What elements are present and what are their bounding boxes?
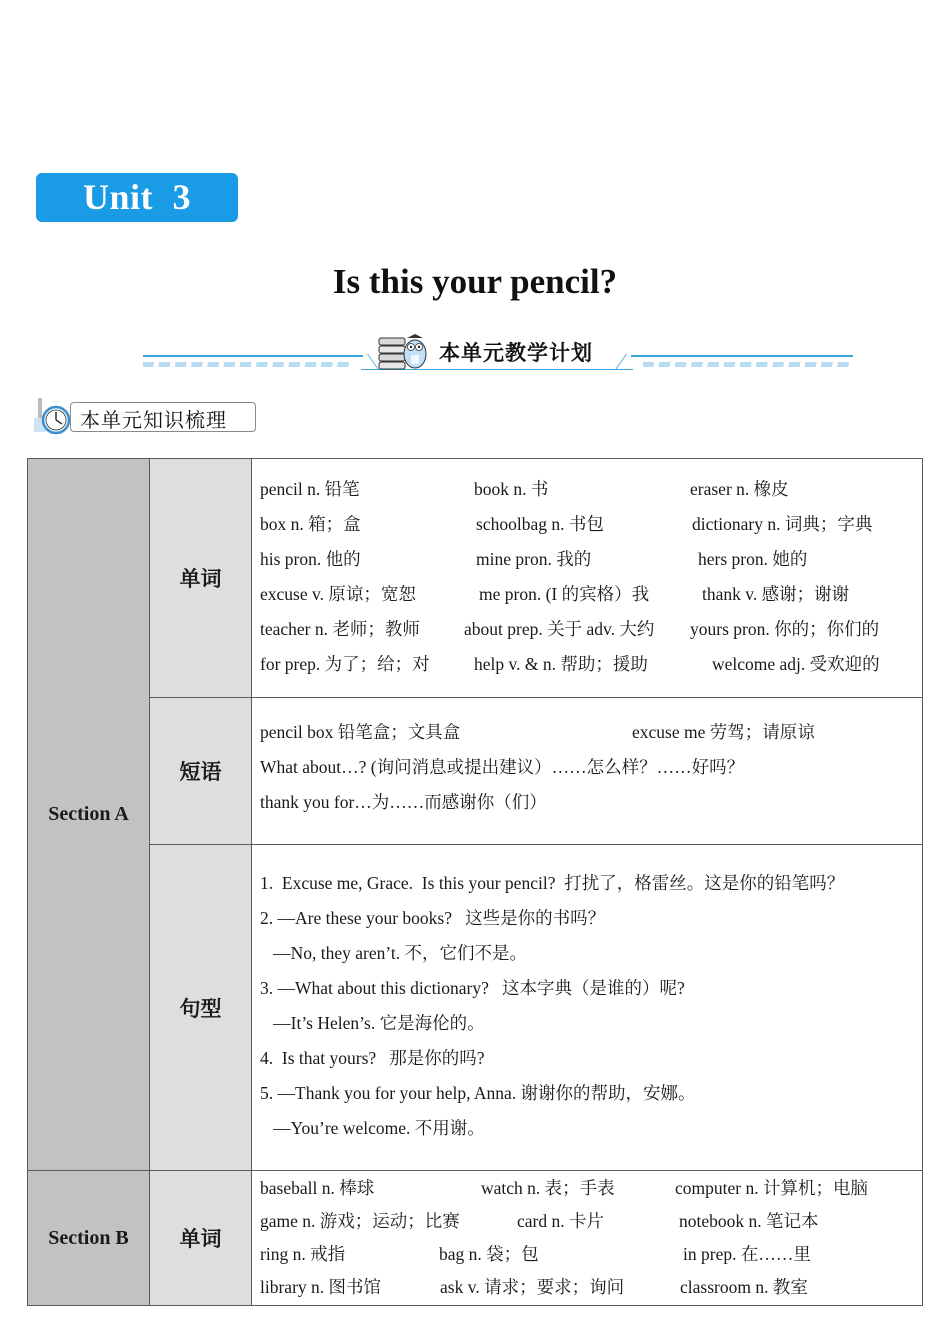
- list-item: [260, 715, 922, 750]
- sentence-line: [260, 936, 922, 971]
- unit-badge: Unit 3: [36, 173, 238, 222]
- vocab-entry: in prep. 在……里: [683, 1244, 811, 1264]
- table-row: [28, 1171, 923, 1306]
- sentence-line: [260, 1076, 922, 1111]
- banner-dashes-right: [643, 362, 853, 367]
- list-item: [260, 1238, 922, 1271]
- list-item: [260, 507, 922, 542]
- vocab-entry: computer n. 计算机；电脑: [675, 1178, 868, 1198]
- phrases-content: [252, 698, 923, 845]
- vocab-entry: eraser n. 橡皮: [690, 478, 789, 499]
- sentence-text: —No, they aren’t. 不，它们不是。: [260, 942, 528, 963]
- teaching-plan-label: 本单元教学计划: [439, 341, 593, 365]
- list-item: [260, 577, 922, 612]
- sentence-text: 4. Is that yours? 那是你的吗?: [260, 1047, 485, 1068]
- sentence-text: 3. —What about this dictionary? 这本字典（是谁的）呢?: [260, 977, 685, 998]
- vocab-entry: schoolbag n. 书包: [476, 513, 604, 534]
- category-phrases: 短语: [150, 698, 252, 845]
- list-item: [260, 472, 922, 507]
- vocab-entry: excuse v. 原谅；宽恕: [260, 583, 416, 604]
- sentence-text: —You’re welcome. 不用谢。: [260, 1117, 485, 1138]
- vocab-entry: library n. 图书馆: [260, 1277, 382, 1297]
- knowledge-table: [27, 458, 923, 1306]
- owl-books-icon: [375, 330, 435, 370]
- section-a-label: Section A: [28, 459, 150, 1171]
- vocab-entry: for prep. 为了；给；对: [260, 653, 430, 674]
- vocab-entry: welcome adj. 受欢迎的: [712, 653, 880, 674]
- vocab-entry: pencil n. 铅笔: [260, 478, 360, 499]
- sentence-line: [260, 866, 922, 901]
- sentence-text: —It’s Helen’s. 它是海伦的。: [260, 1012, 485, 1033]
- vocab-entry: bag n. 袋；包: [439, 1244, 539, 1264]
- vocab-entry: about prep. 关于 adv. 大约: [464, 618, 655, 639]
- list-item: [260, 612, 922, 647]
- category-vocabulary-a: 单词: [150, 459, 252, 698]
- clock-icon: [34, 396, 78, 436]
- banner-line-left: [143, 355, 363, 357]
- list-item: [260, 542, 922, 577]
- vocab-entry: teacher n. 老师；教师: [260, 618, 420, 639]
- table-row: [28, 845, 923, 1171]
- vocab-entry: thank v. 感谢；谢谢: [702, 583, 850, 604]
- page-title: Is this your pencil?: [332, 262, 618, 301]
- teaching-plan-banner: [143, 330, 853, 374]
- vocab-entry: notebook n. 笔记本: [679, 1211, 819, 1231]
- sentence-line: [260, 1041, 922, 1076]
- sentences-content: [252, 845, 923, 1171]
- knowledge-summary-header: [34, 396, 258, 436]
- vocab-entry: me pron. (I 的宾格）我: [479, 583, 650, 604]
- vocab-entry: ask v. 请求；要求；询问: [440, 1277, 625, 1297]
- vocab-entry: game n. 游戏；运动；比赛: [260, 1211, 460, 1231]
- sentence-line: [260, 1006, 922, 1041]
- vocab-entry: dictionary n. 词典；字典: [692, 513, 873, 534]
- vocab-entry: classroom n. 教室: [680, 1277, 808, 1297]
- list-item: [260, 785, 922, 820]
- vocab-entry: yours pron. 你的；你们的: [690, 618, 880, 639]
- sentence-text: 2. —Are these your books? 这些是你的书吗？: [260, 907, 606, 928]
- vocab-entry: mine pron. 我的: [476, 548, 592, 569]
- category-vocabulary-b: 单词: [150, 1171, 252, 1306]
- vocabulary-b-content: [252, 1171, 923, 1306]
- phrase-entry: excuse me 劳驾；请原谅: [632, 721, 815, 742]
- vocab-entry: card n. 卡片: [517, 1211, 604, 1231]
- sentence-line: [260, 1111, 922, 1146]
- sentence-line: [260, 971, 922, 1006]
- vocab-entry: baseball n. 棒球: [260, 1178, 375, 1198]
- list-item: [260, 1172, 922, 1205]
- banner-line-right: [631, 355, 853, 357]
- phrase-entry: thank you for…为……而感谢你（们）: [260, 791, 547, 812]
- vocab-entry: hers pron. 她的: [698, 548, 808, 569]
- phrase-entry: What about…? (询问消息或提出建议）……怎么样？……好吗？: [260, 756, 745, 777]
- vocab-entry: watch n. 表；手表: [481, 1178, 615, 1198]
- vocab-entry: ring n. 戒指: [260, 1244, 346, 1264]
- phrase-entry: pencil box 铅笔盒；文具盒: [260, 721, 461, 742]
- vocab-entry: help v. & n. 帮助；援助: [474, 653, 648, 674]
- table-row: [28, 459, 923, 698]
- knowledge-summary-label: 本单元知识梳理: [80, 408, 227, 432]
- list-item: [260, 647, 922, 682]
- sentence-text: 1. Excuse me, Grace. Is this your pencil? 打扰了，格雷丝。这是你的铅笔吗？: [260, 872, 845, 893]
- sentence-text: 5. —Thank you for your help, Anna. 谢谢你的帮助，安娜。: [260, 1082, 696, 1103]
- sentence-line: [260, 901, 922, 936]
- list-item: [260, 1271, 922, 1304]
- vocabulary-a-content: [252, 459, 923, 698]
- table-row: [28, 698, 923, 845]
- section-b-label: Section B: [28, 1171, 150, 1306]
- category-sentences: 句型: [150, 845, 252, 1171]
- vocab-entry: his pron. 他的: [260, 548, 361, 569]
- banner-dashes-left: [143, 362, 353, 367]
- list-item: [260, 1205, 922, 1238]
- vocab-entry: box n. 箱；盒: [260, 513, 361, 534]
- vocab-entry: book n. 书: [474, 478, 549, 499]
- list-item: [260, 750, 922, 785]
